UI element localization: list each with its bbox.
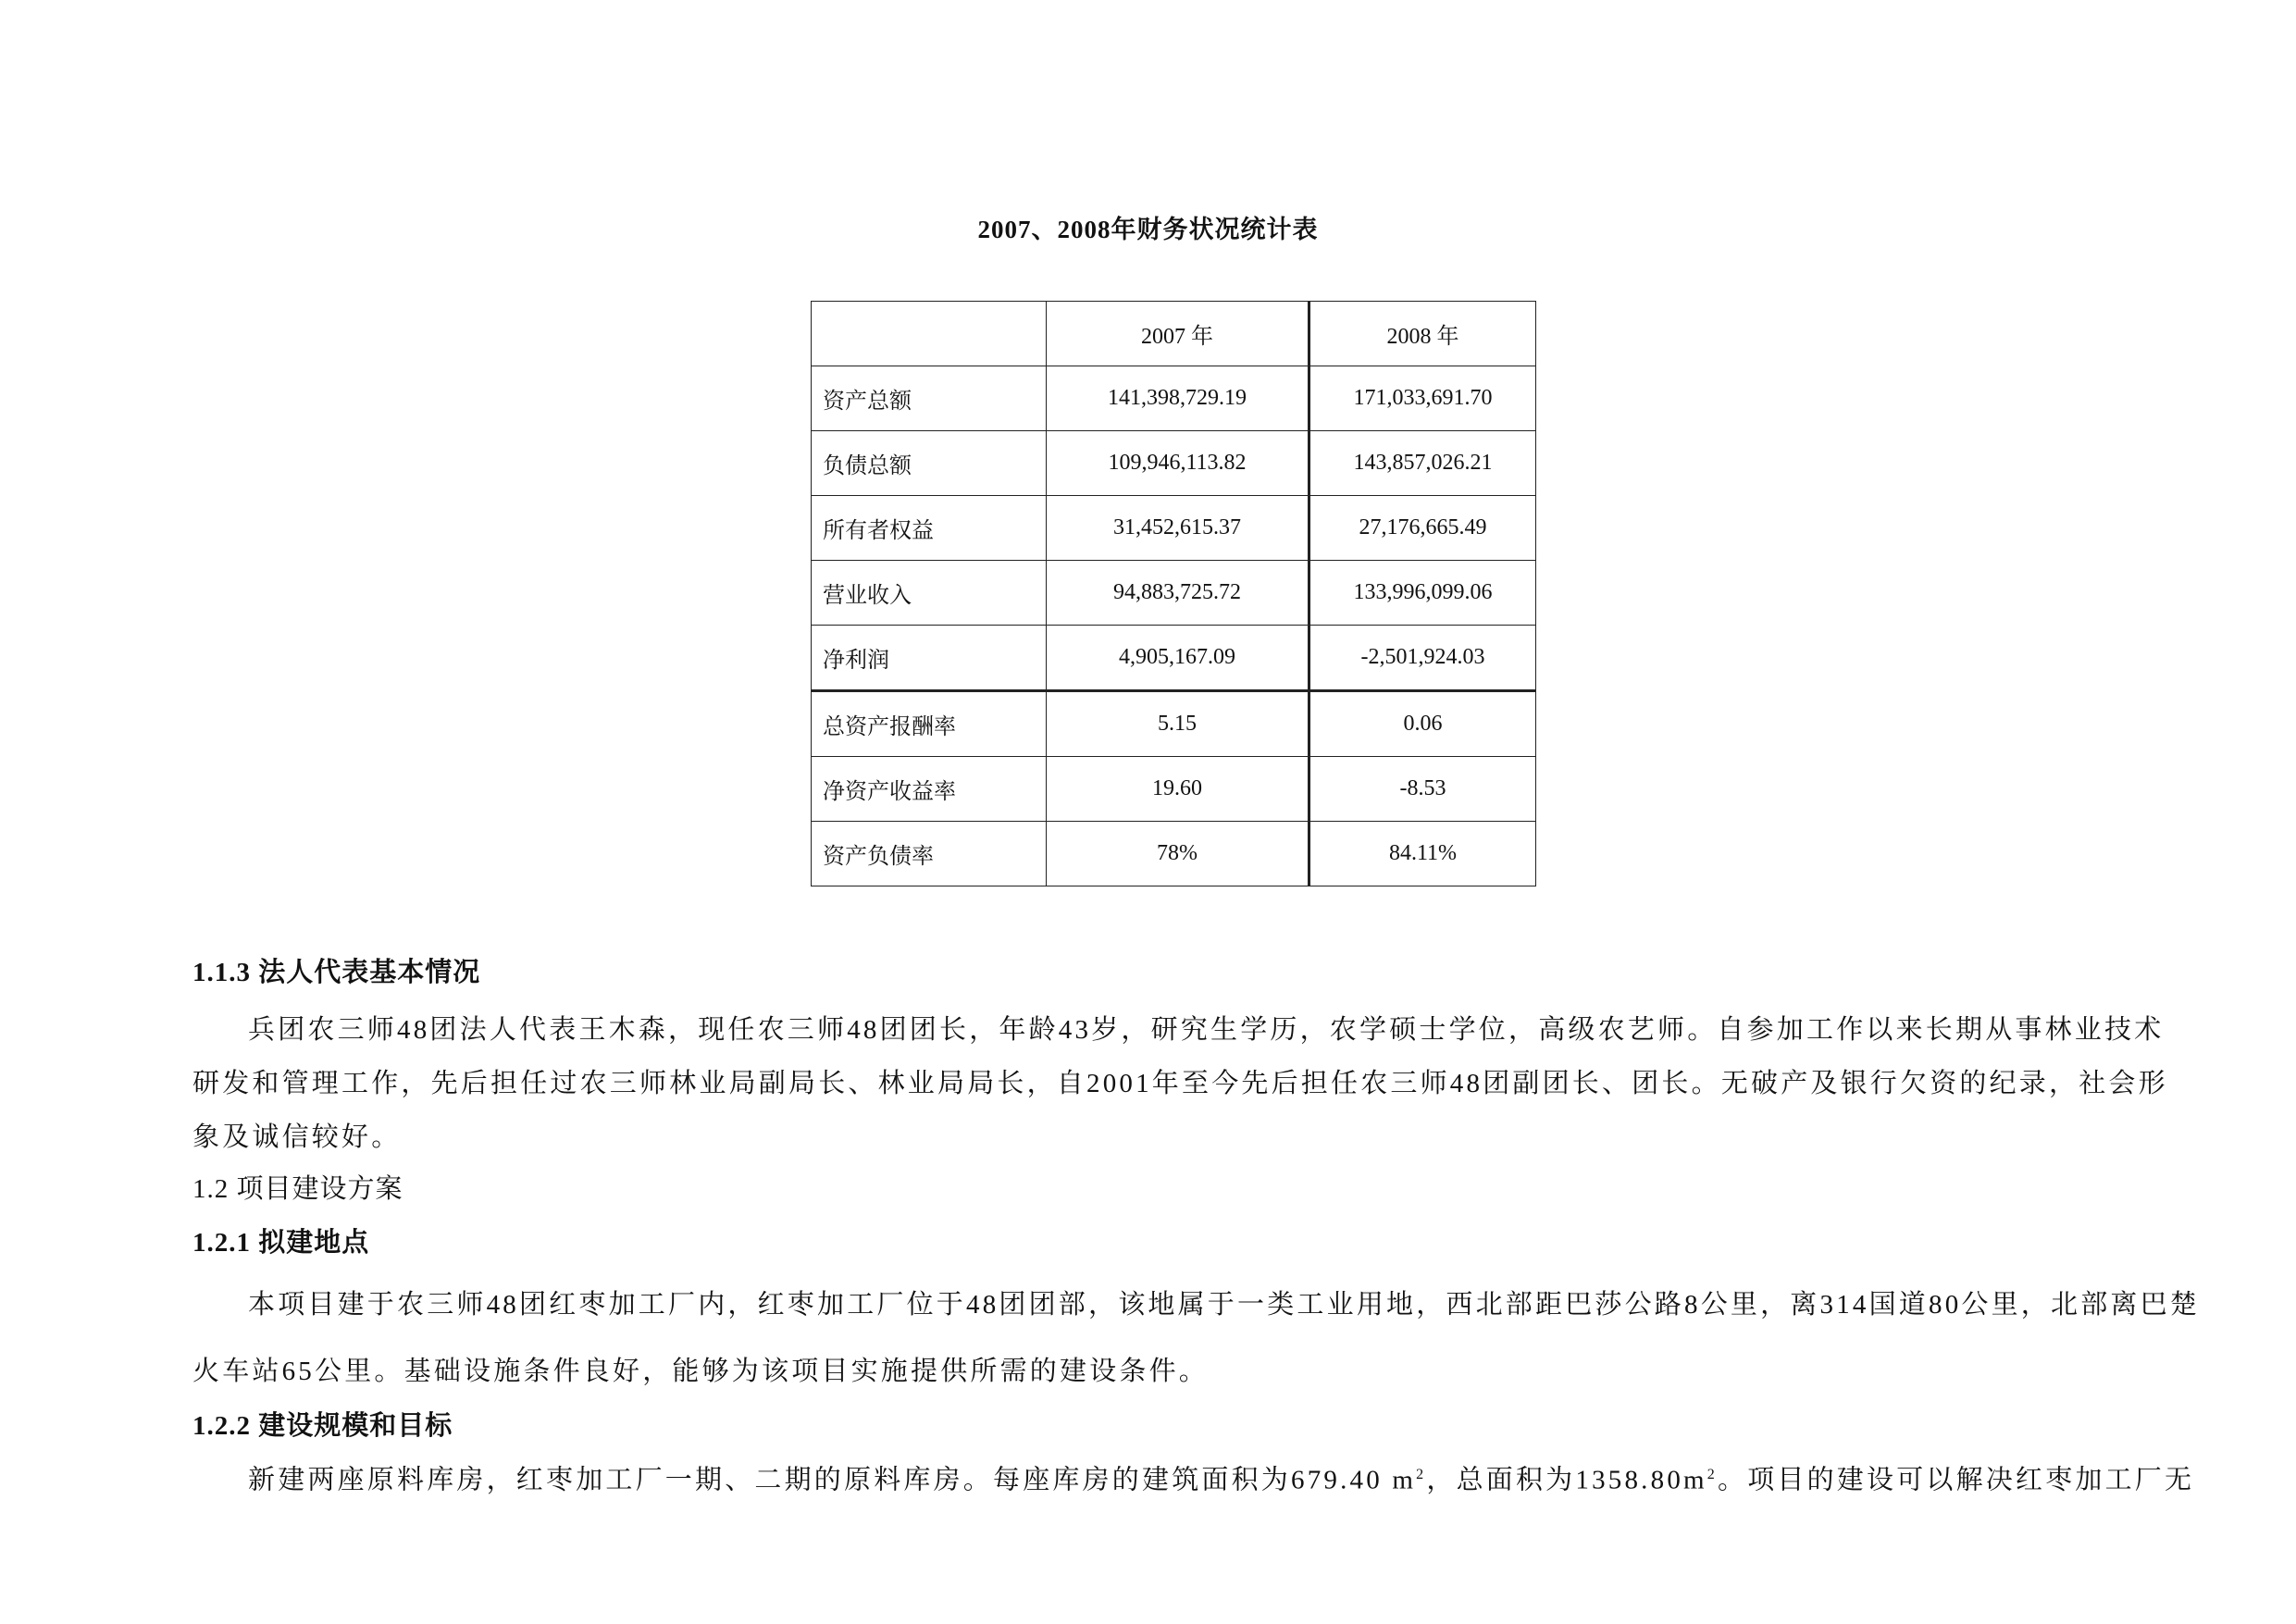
superscript: 2 (1706, 1467, 1718, 1482)
value-2008: 143,857,026.21 (1309, 431, 1536, 496)
heading-1-2-1: 1.2.1 拟建地点 (192, 1228, 370, 1258)
row-label: 资产总额 (812, 366, 1047, 431)
heading-1-2: 1.2 项目建设方案 (192, 1174, 403, 1204)
text-segment: ，总面积为1358.80m (1426, 1465, 1707, 1495)
paragraph-line: 火车站65公里。基础设施条件良好，能够为该项目实施提供所需的建设条件。 (192, 1357, 1210, 1386)
table-header-cell (812, 302, 1047, 366)
table-header-cell: 2008 年 (1309, 302, 1536, 366)
table-row (812, 691, 1536, 757)
financial-table (811, 301, 1536, 886)
row-label: 净利润 (812, 626, 1047, 691)
row-label: 营业收入 (812, 561, 1047, 626)
value-2007: 109,946,113.82 (1047, 431, 1309, 496)
paragraph-line: 象及诚信较好。 (192, 1122, 402, 1152)
paragraph-line: 研发和管理工作，先后担任过农三师林业局副局长、林业局局长，自2001年至今先后担任农三师48团副团长、团长。无破产及银行欠资的纪录，社会形 (192, 1069, 2168, 1098)
paragraph-location (192, 1271, 2201, 1405)
text-segment: 。项目的建设可以解决红枣加工厂无 (1718, 1465, 2195, 1495)
paragraph-line: 兵团农三师48团法人代表王木森，现任农三师48团团长，年龄43岁，研究生学历，农学硕士学位，高级农艺师。自参加工作以来长期从事林业技术 (248, 1015, 2165, 1045)
paragraph-line: 本项目建于农三师48团红枣加工厂内，红枣加工厂位于48团团部，该地属于一类工业用地，西北部距巴莎公路8公里，离314国道80公里，北部离巴楚 (248, 1290, 2201, 1320)
table-row (812, 757, 1536, 822)
superscript: 2 (1416, 1467, 1427, 1482)
heading-1-1-3: 1.1.3 法人代表基本情况 (192, 958, 481, 987)
heading-1-2-2: 1.2.2 建设规模和目标 (192, 1411, 453, 1441)
table-row (812, 561, 1536, 626)
row-label: 净资产收益率 (812, 757, 1047, 822)
row-label: 负债总额 (812, 431, 1047, 496)
value-2008: -8.53 (1309, 757, 1536, 822)
row-label: 资产负债率 (812, 822, 1047, 886)
row-label: 所有者权益 (812, 496, 1047, 561)
value-2008: 27,176,665.49 (1309, 496, 1536, 561)
table-row (812, 626, 1536, 691)
value-2007: 78% (1047, 822, 1309, 886)
table-title: 2007、2008年财务状况统计表 (977, 216, 1319, 243)
paragraph-scale (192, 1457, 2195, 1499)
paragraph-legal-representative (192, 1003, 2168, 1164)
table-header-row (812, 302, 1536, 366)
value-2008: 0.06 (1309, 691, 1536, 757)
table-row (812, 822, 1536, 886)
paragraph-line (192, 1457, 2195, 1499)
value-2007: 141,398,729.19 (1047, 366, 1309, 431)
value-2007: 94,883,725.72 (1047, 561, 1309, 626)
table-row (812, 496, 1536, 561)
value-2008: 133,996,099.06 (1309, 561, 1536, 626)
value-2007: 19.60 (1047, 757, 1309, 822)
row-label: 总资产报酬率 (812, 691, 1047, 757)
table-row (812, 366, 1536, 431)
value-2008: -2,501,924.03 (1309, 626, 1536, 691)
value-2008: 171,033,691.70 (1309, 366, 1536, 431)
value-2007: 4,905,167.09 (1047, 626, 1309, 691)
text-segment: 新建两座原料库房，红枣加工厂一期、二期的原料库房。每座库房的建筑面积为679.40 m (248, 1465, 1417, 1495)
value-2008: 84.11% (1309, 822, 1536, 886)
table-row (812, 431, 1536, 496)
value-2007: 5.15 (1047, 691, 1309, 757)
value-2007: 31,452,615.37 (1047, 496, 1309, 561)
table-header-cell: 2007 年 (1047, 302, 1309, 366)
